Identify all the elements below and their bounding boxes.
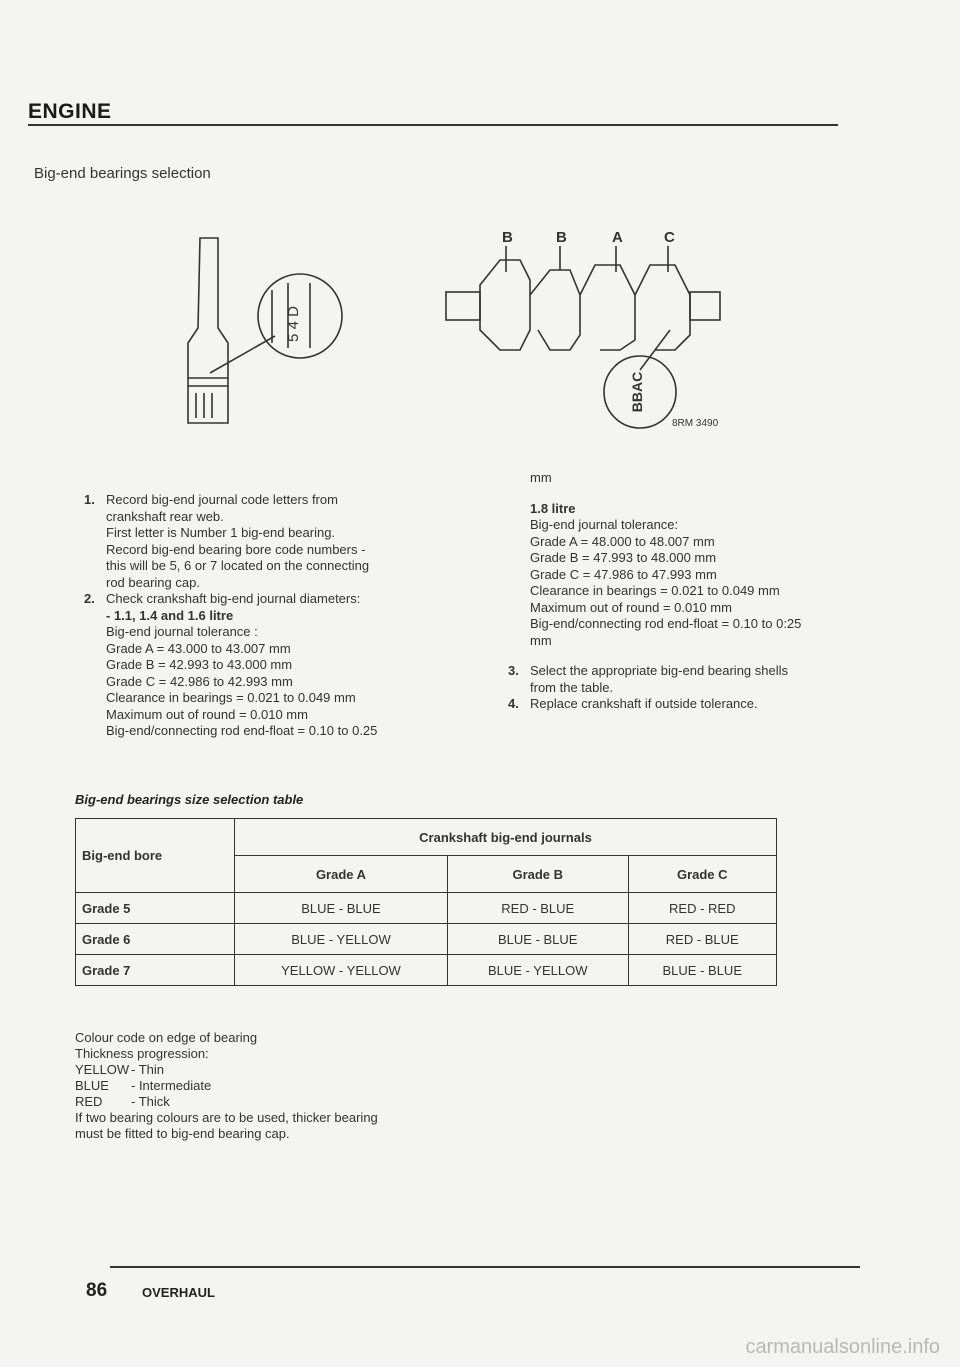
footer-rule: [110, 1266, 860, 1268]
header-rule: [28, 124, 838, 126]
spec-line: Clearance in bearings = 0.021 to 0.049 mm: [530, 583, 780, 598]
crank-label-2: B: [556, 229, 567, 246]
table-row: [76, 924, 777, 955]
spec-line: mm: [530, 632, 552, 648]
footer-section: OVERHAUL: [142, 1285, 215, 1300]
step-1-line: this will be 5, 6 or 7 located on the connecting: [106, 558, 370, 573]
note-line: must be fitted to big-end bearing cap.: [75, 1126, 290, 1141]
step-3-number: 3.: [508, 663, 519, 678]
table-cell: RED - BLUE: [447, 893, 628, 924]
step-3-line: Select the appropriate big-end bearing shells: [530, 663, 789, 678]
page-header: ENGINE: [28, 100, 112, 123]
row-header-cell: Big-end bore: [76, 819, 235, 893]
step-3-line: from the table.: [530, 679, 614, 695]
step-2-line: Check crankshaft big-end journal diameters:: [106, 591, 361, 606]
table-cell: YELLOW - YELLOW: [235, 955, 448, 986]
note-yellow: [75, 1062, 378, 1078]
table-cell: BLUE - YELLOW: [447, 955, 628, 986]
right-column: [508, 470, 868, 713]
colour-meaning: - Thick: [131, 1094, 170, 1109]
step-2-number: 2.: [84, 591, 95, 606]
table-cell: BLUE - BLUE: [447, 924, 628, 955]
crankshaft-figure: [440, 220, 740, 440]
note-red: [75, 1094, 378, 1110]
step-1-line: rod bearing cap.: [106, 574, 200, 590]
rod-code-label: 5 4 D: [285, 306, 302, 342]
step-1: [84, 492, 444, 591]
table-row: [76, 955, 777, 986]
left-column: [84, 492, 444, 740]
step-3: [508, 663, 868, 696]
step-1-line: Record big-end bearing bore code numbers -: [106, 541, 366, 557]
connecting-rod-figure: [170, 228, 360, 428]
spec-line: Maximum out of round = 0.010 mm: [530, 599, 732, 615]
colour-notes: [75, 1030, 378, 1142]
colour-name: YELLOW: [75, 1062, 130, 1077]
spec-line: Grade A = 43.000 to 43.007 mm: [106, 640, 291, 656]
group-header-cell: Crankshaft big-end journals: [235, 819, 777, 856]
colour-name: BLUE: [75, 1078, 109, 1093]
spec-line: Grade C = 47.986 to 47.993 mm: [530, 566, 717, 582]
page-number: 86: [86, 1280, 108, 1301]
colour-name: RED: [75, 1094, 103, 1109]
crank-label-1: B: [502, 229, 513, 246]
spec-line: Grade B = 42.993 to 43.000 mm: [106, 657, 293, 672]
right-subhead: 1.8 litre: [530, 500, 576, 516]
step-4: [508, 696, 868, 713]
note-line: If two bearing colours are to be used, thicker bearing: [75, 1110, 378, 1125]
crank-label-3: A: [612, 229, 623, 246]
bearing-selection-table: [75, 818, 777, 986]
table-cell: BLUE - BLUE: [235, 893, 448, 924]
colour-meaning: - Thin: [131, 1062, 164, 1077]
spec-line: Big-end/connecting rod end-float = 0.10 to 0:25: [530, 616, 802, 631]
spec-line: Maximum out of round = 0.010 mm: [106, 706, 308, 722]
spec-line: Big-end journal tolerance :: [106, 624, 258, 639]
column-header: Grade C: [628, 856, 776, 893]
crank-code-label: BBAC: [629, 371, 645, 413]
step-2: [84, 591, 444, 740]
step-2-subhead: - 1.1, 1.4 and 1.6 litre: [106, 607, 234, 623]
step-4-number: 4.: [508, 696, 519, 711]
table-row: [76, 893, 777, 924]
table-title: Big-end bearings size selection table: [75, 792, 304, 807]
crank-label-4: C: [664, 229, 675, 246]
watermark: carmanualsonline.info: [745, 1336, 940, 1358]
table-cell: BLUE - YELLOW: [235, 924, 448, 955]
spec-line: Clearance in bearings = 0.021 to 0.049 mm: [106, 690, 356, 705]
section-heading: Big-end bearings selection: [34, 165, 211, 182]
right-spec-block: [508, 470, 868, 649]
step-1-line: Record big-end journal code letters from: [106, 492, 338, 507]
spec-line: Big-end/connecting rod end-float = 0.10 to 0.25: [106, 723, 378, 738]
column-header: Grade B: [447, 856, 628, 893]
colour-meaning: - Intermediate: [131, 1078, 212, 1093]
column-header: Grade A: [235, 856, 448, 893]
continued-unit: mm: [530, 470, 552, 485]
spec-line: Big-end journal tolerance:: [530, 517, 679, 532]
row-label: Grade 6: [76, 924, 235, 955]
note-blue: [75, 1078, 378, 1094]
table-cell: BLUE - BLUE: [628, 955, 776, 986]
table-cell: RED - BLUE: [628, 924, 776, 955]
table-cell: RED - RED: [628, 893, 776, 924]
step-4-line: Replace crankshaft if outside tolerance.: [530, 696, 758, 711]
note-line: Thickness progression:: [75, 1046, 209, 1061]
row-label: Grade 7: [76, 955, 235, 986]
step-1-number: 1.: [84, 492, 95, 507]
spec-line: Grade A = 48.000 to 48.007 mm: [530, 533, 715, 549]
step-1-line: First letter is Number 1 big-end bearing.: [106, 525, 336, 540]
note-line: Colour code on edge of bearing: [75, 1030, 258, 1045]
row-label: Grade 5: [76, 893, 235, 924]
spec-line: Grade B = 47.993 to 48.000 mm: [530, 550, 717, 565]
spec-line: Grade C = 42.986 to 42.993 mm: [106, 673, 293, 689]
figure-reference: 8RM 3490: [672, 418, 719, 429]
step-1-line: crankshaft rear web.: [106, 508, 224, 524]
